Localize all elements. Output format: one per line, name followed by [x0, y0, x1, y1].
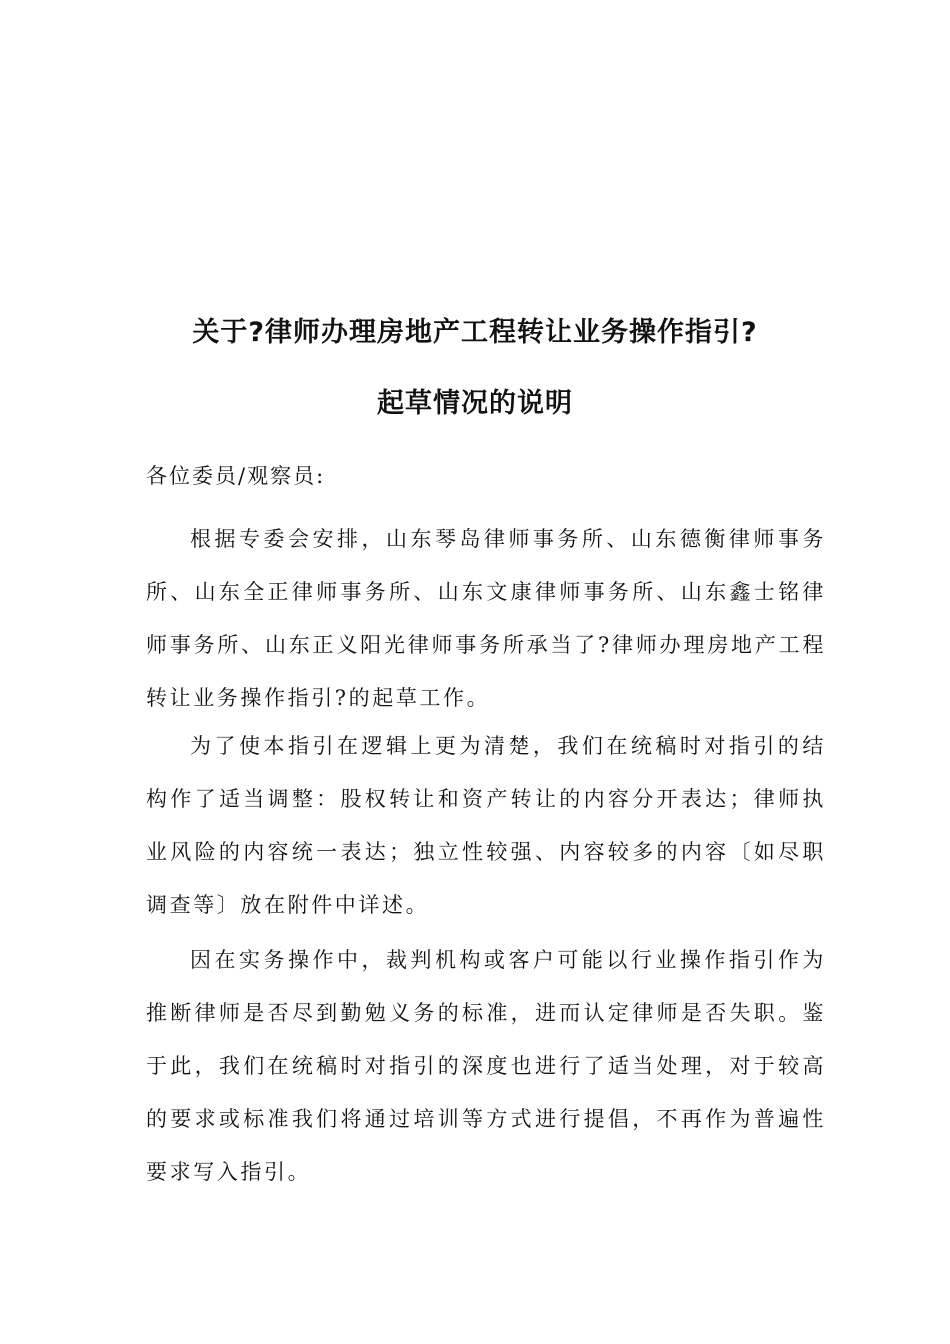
document-title-line-2: 起草情况的说明: [377, 388, 573, 419]
salutation: 各位委员/观察员:: [146, 464, 326, 488]
document-title-line-1: 关于?律师办理房地产工程转让业务操作指引?: [192, 317, 758, 348]
paragraph-drafting-firms: 根据专委会安排，山东琴岛律师事务所、山东德衡律师事务所、山东全正律师事务所、山东文康律师事务所、山东鑫士铭律师事务所、山东正义阳光律师事务所承当了?律师办理房地产工程转让业务操作指引?的起草工作。: [146, 527, 826, 710]
paragraph-depth-handling: 因在实务操作中，裁判机构或客户可能以行业操作指引作为推断律师是否尽到勤勉义务的标准，进而认定律师是否失职。鉴于此，我们在统稿时对指引的深度也进行了适当处理，对于较高的要求或标准我们将通过培训等方式进行提倡，不再作为普遍性要求写入指引。: [146, 948, 826, 1184]
paragraph-structure-adjustment: 为了使本指引在逻辑上更为清楚，我们在统稿时对指引的结构作了适当调整：股权转让和资产转让的内容分开表达；律师执业风险的内容统一表达；独立性较强、内容较多的内容〔如尽职调查等〕放在附件中详述。: [146, 734, 826, 917]
